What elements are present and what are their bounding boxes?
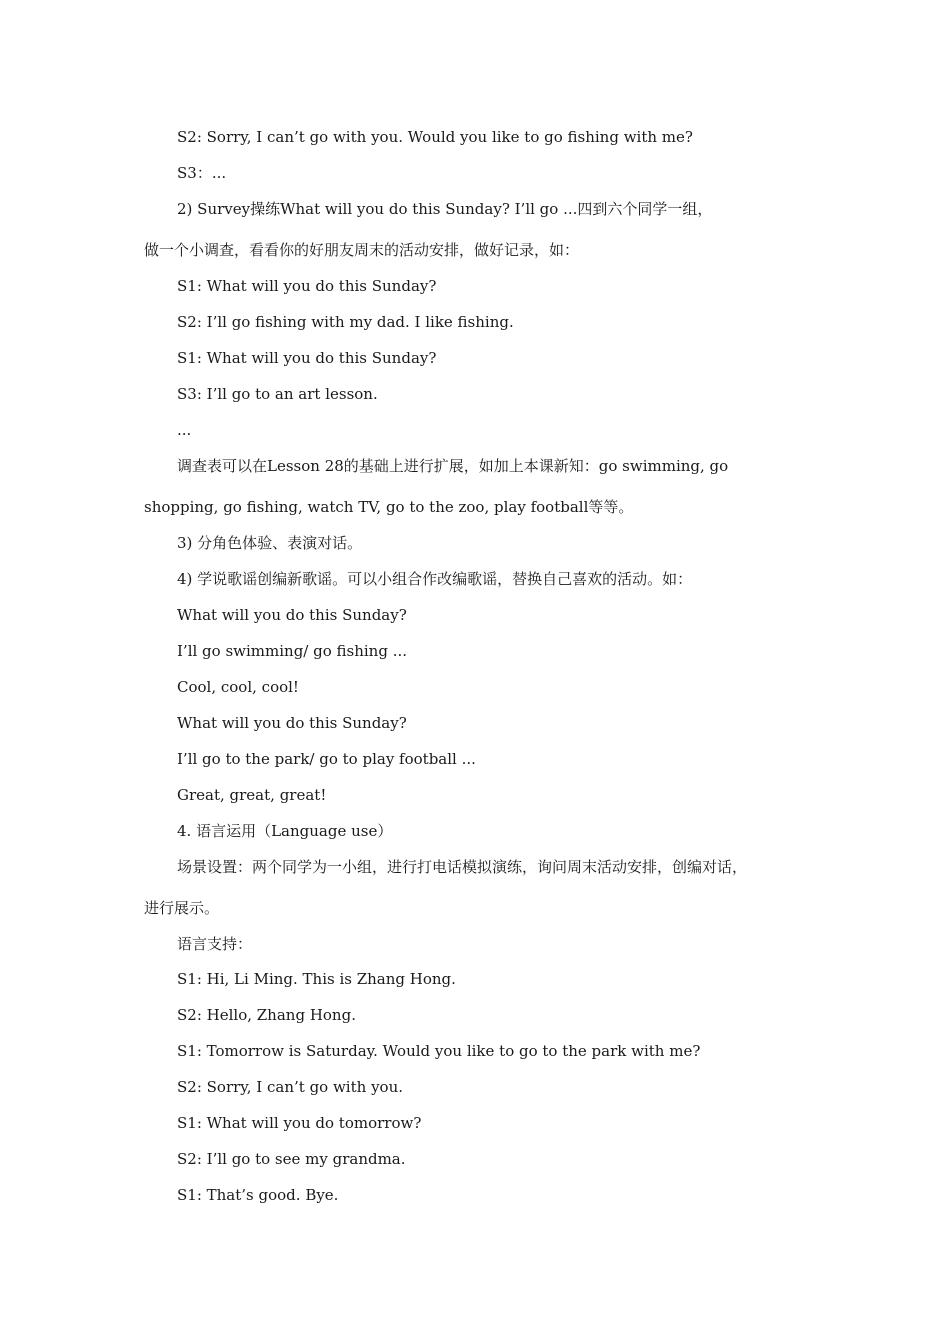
text-line: 进行展示。: [144, 899, 220, 917]
text-line: S1: Hi, Li Ming. This is Zhang Hong.: [177, 970, 456, 988]
text-line: What will you do this Sunday?: [177, 606, 407, 624]
text-line: S1: That’s good. Bye.: [177, 1186, 339, 1204]
text-line: I’ll go to the park/ go to play football ...: [177, 750, 476, 768]
text-line: 做一个小调查，看看你的好朋友周末的活动安排，做好记录，如：: [144, 241, 580, 259]
text-line: 3) 分角色体验、表演对话。: [177, 534, 363, 552]
text-line: S2: Sorry, I can’t go with you. Would you like to go fishing with me?: [177, 128, 693, 146]
text-line: S1: Tomorrow is Saturday. Would you like to go to the park with me?: [177, 1042, 701, 1060]
text-line: 4) 学说歌谣创编新歌谣。可以小组合作改编歌谣，替换自己喜欢的活动。如：: [177, 570, 693, 588]
text-line: shopping, go fishing, watch TV, go to the zoo, play football等等。: [144, 498, 634, 516]
text-line: 场景设置：两个同学为一小组，进行打电话模拟演练，询问周末活动安排，创编对话，: [177, 858, 748, 876]
text-line: S1: What will you do this Sunday?: [177, 277, 437, 295]
text-line: S1: What will you do tomorrow?: [177, 1114, 422, 1132]
section-heading: 4. 语言运用（Language use）: [177, 822, 393, 840]
text-line: S3：...: [177, 164, 227, 182]
text-line: I’ll go swimming/ go fishing ...: [177, 642, 408, 660]
text-line: Great, great, great!: [177, 786, 327, 804]
text-line: ...: [177, 421, 192, 439]
text-line: S2: I’ll go to see my grandma.: [177, 1150, 406, 1168]
text-line: S2: I’ll go fishing with my dad. I like fishing.: [177, 313, 514, 331]
text-line: 2) Survey操练What will you do this Sunday? I’ll go ...四到六个同学一组，: [177, 200, 713, 218]
text-line: What will you do this Sunday?: [177, 714, 407, 732]
text-line: 语言支持：: [177, 935, 253, 953]
text-line: S2: Hello, Zhang Hong.: [177, 1006, 356, 1024]
text-line: Cool, cool, cool!: [177, 678, 299, 696]
text-line: S3: I’ll go to an art lesson.: [177, 385, 378, 403]
text-line: S1: What will you do this Sunday?: [177, 349, 437, 367]
text-line: 调查表可以在Lesson 28的基础上进行扩展，如加上本课新知：go swimming, go: [177, 457, 729, 475]
text-line: S2: Sorry, I can’t go with you.: [177, 1078, 403, 1096]
